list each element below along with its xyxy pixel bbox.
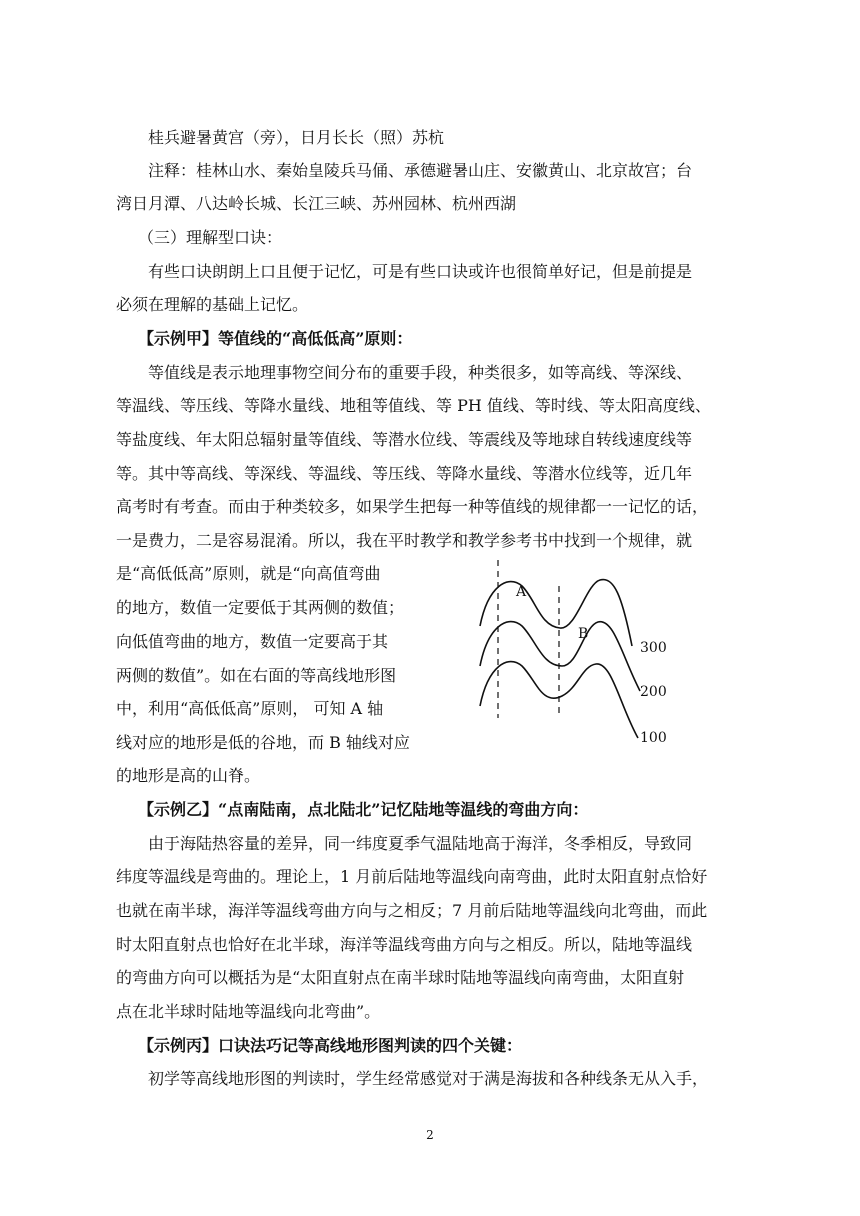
text-line: 中，利用“高低低高”原则， 可知 A 轴 <box>116 699 384 718</box>
section-heading: （三）理解型口诀： <box>138 228 283 247</box>
text-line: 桂兵避暑黄宫（旁），日月长长（照）苏杭 <box>148 128 445 147</box>
text-line: 是“高低低高”原则，就是“向高值弯曲 <box>116 564 381 583</box>
text-line: 等值线是表示地理事物空间分布的重要手段，种类很多，如等高线、等深线、 <box>148 363 693 382</box>
example-heading: 【示例乙】“点南陆南，点北陆北”记忆陆地等温线的弯曲方向： <box>138 800 589 819</box>
text-line: 的地方，数值一定要低于其两侧的数值； <box>116 598 405 617</box>
label-a: A <box>516 584 527 600</box>
example-heading: 【示例丙】口诀法巧记等高线地形图判读的四个关键： <box>138 1036 523 1055</box>
contour-label-100: 100 <box>640 730 667 746</box>
contour-label-200: 200 <box>640 684 667 700</box>
page-number: 2 <box>426 1128 434 1142</box>
text-line: 向低值弯曲的地方，数值一定要高于其 <box>116 632 389 651</box>
example-heading: 【示例甲】等值线的“高低低高”原则： <box>138 329 413 348</box>
text-line: 纬度等温线是弯曲的。理论上，1 月前后陆地等温线向南弯曲，此时太阳直射点恰好 <box>116 867 708 886</box>
text-line: 一是费力，二是容易混淆。所以，我在平时教学和教学参考书中找到一个规律，就 <box>116 531 693 550</box>
text-line: 初学等高线地形图的判读时，学生经常感觉对于满是海拔和各种线条无从入手， <box>148 1069 709 1088</box>
text-line: 湾日月潭、八达岭长城、长江三峡、苏州园林、杭州西湖 <box>116 194 517 213</box>
text-line: 时太阳直射点也恰好在北半球，海洋等温线弯曲方向与之相反。所以，陆地等温线 <box>116 935 693 954</box>
contour-label-300: 300 <box>640 640 667 656</box>
text-line: 的弯曲方向可以概括为是“太阳直射点在南半球时陆地等温线向南弯曲，太阳直射 <box>116 968 685 987</box>
contour-line-200 <box>480 622 640 691</box>
text-line: 的地形是高的山脊。 <box>116 766 261 785</box>
text-line: 点在北半球时陆地等温线向北弯曲”。 <box>116 1002 381 1021</box>
text-line: 等温线、等压线、等降水量线、地租等值线、等 PH 值线、等时线、等太阳高度线、 <box>116 396 711 415</box>
text-line: 等。其中等高线、等深线、等温线、等压线、等降水量线、等潜水位线等，近几年 <box>116 464 693 483</box>
text-line: 由于海陆热容量的差异，同一纬度夏季气温陆地高于海洋，冬季相反，导致同 <box>148 834 693 853</box>
contour-line-300 <box>480 580 632 646</box>
text-line: 等盐度线、年太阳总辐射量等值线、等潜水位线、等震线及等地球自转线速度线等 <box>116 430 693 449</box>
text-line: 有些口诀朗朗上口且便于记忆，可是有些口诀或许也很简单好记，但是前提是 <box>148 262 693 281</box>
contour-map-figure <box>470 556 680 752</box>
text-line: 线对应的地形是低的谷地，而 B 轴线对应 <box>116 733 410 752</box>
text-line: 必须在理解的基础上记忆。 <box>116 295 309 314</box>
label-b: B <box>578 626 589 642</box>
text-line: 两侧的数值”。如在右面的等高线地形图 <box>116 666 397 685</box>
text-line: 也就在南半球，海洋等温线弯曲方向与之相反；7 月前后陆地等温线向北弯曲，而此 <box>116 901 708 920</box>
text-line: 高考时有考查。而由于种类较多，如果学生把每一种等值线的规律都一一记忆的话， <box>116 497 709 516</box>
text-line: 注释：桂林山水、秦始皇陵兵马俑、承德避暑山庄、安徽黄山、北京故宫；台 <box>148 161 693 180</box>
